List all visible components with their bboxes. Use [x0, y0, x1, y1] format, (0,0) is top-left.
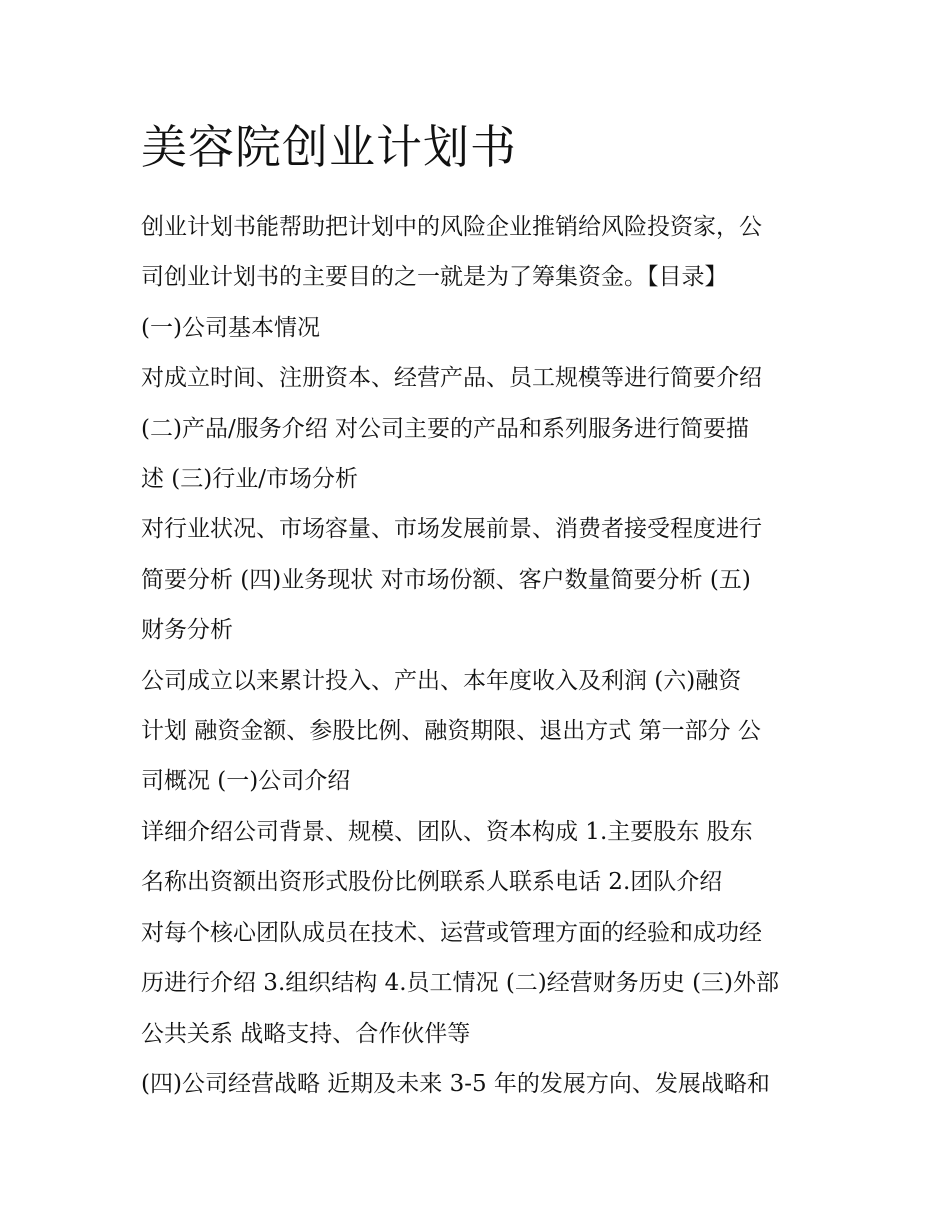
document-body [141, 202, 821, 1109]
text-line: 计划 融资金额、参股比例、融资期限、退出方式 第一部分 公 [141, 718, 761, 745]
text-line: 历进行介绍 3.组织结构 4.员工情况 (二)经营财务历史 (三)外部 [141, 970, 780, 997]
text-line: 述 (三)行业/市场分析 [141, 466, 359, 493]
text-line: 对每个核心团队成员在技术、运营或管理方面的经验和成功经 [141, 919, 762, 946]
text-line: 司创业计划书的主要目的之一就是为了筹集资金。【目录】 [141, 264, 728, 291]
text-line: 名称出资额出资形式股份比例联系人联系电话 2.团队介绍 [141, 869, 723, 896]
text-line: (四)公司经营战略 近期及未来 3-5 年的发展方向、发展战略和 [141, 1070, 770, 1097]
text-line: 司概况 (一)公司介绍 [141, 768, 351, 795]
text-line: 详细介绍公司背景、规模、团队、资本构成 1.主要股东 股东 [141, 818, 753, 845]
text-line: (一)公司基本情况 [141, 314, 320, 341]
document-title: 美容院创业计划书 [141, 120, 517, 174]
text-line: (二)产品/服务介绍 对公司主要的产品和系列服务进行简要描 [141, 415, 750, 442]
text-line: 财务分析 [141, 617, 233, 644]
text-line: 对行业状况、市场容量、市场发展前景、消费者接受程度进行 [141, 516, 762, 543]
text-line: 公共关系 战略支持、合作伙伴等 [141, 1020, 471, 1047]
document-page [141, 118, 821, 1109]
text-line: 公司成立以来累计投入、产出、本年度收入及利润 (六)融资 [141, 667, 742, 694]
text-line: 对成立时间、注册资本、经营产品、员工规模等进行简要介绍 [141, 365, 762, 392]
text-line: 创业计划书能帮助把计划中的风险企业推销给风险投资家，公 [141, 214, 762, 240]
text-line: 简要分析 (四)业务现状 对市场份额、客户数量简要分析 (五) [141, 566, 751, 593]
